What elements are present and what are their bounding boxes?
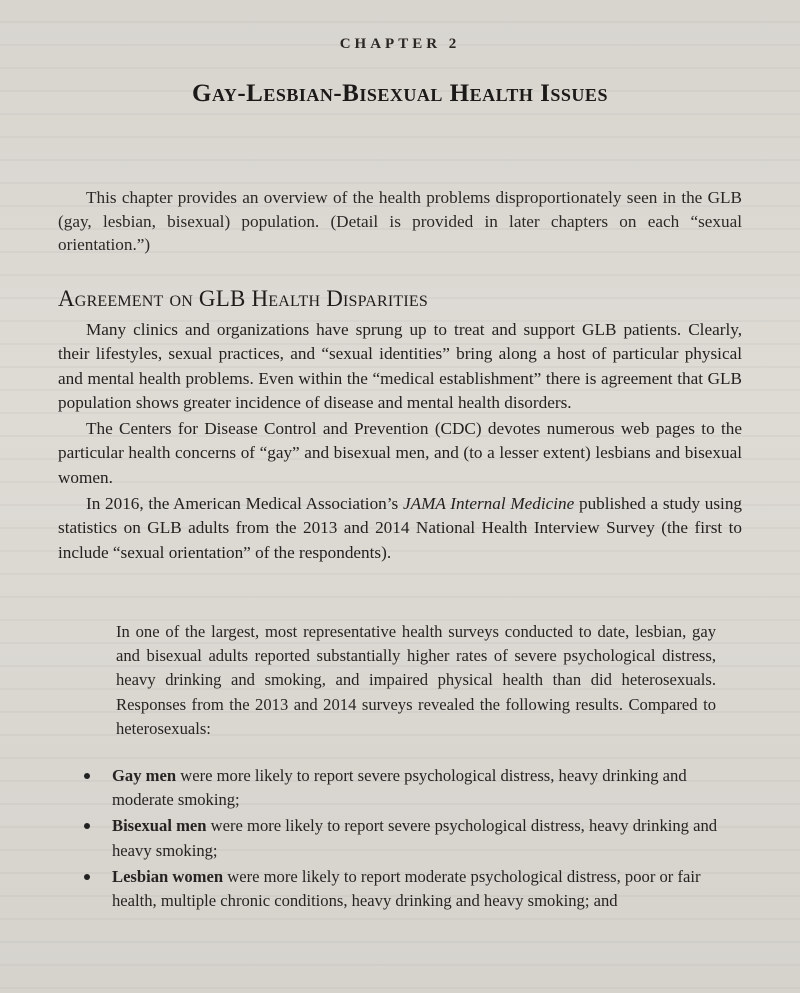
jama-journal-title: JAMA Internal Medicine bbox=[402, 494, 575, 514]
jama-before: In 2016, the American Medical Association’s bbox=[86, 494, 403, 514]
bullet-text: were more likely to report severe psychological distress, heavy drinking and heavy smoking; bbox=[112, 816, 718, 860]
section-heading: Agreement on GLB Health Disparities bbox=[58, 286, 428, 311]
list-item bbox=[84, 814, 724, 862]
chapter-label: CHAPTER 2 bbox=[339, 36, 461, 52]
bullet-lead: Lesbian women bbox=[112, 866, 224, 886]
survey-blockquote: In one of the largest, most representative health surveys conducted to date, lesbian, gay and bisexual adults reported substantially higher rates of severe psychological distress, heavy drinking and smoking, and impaired physical health than did heterosexuals. Responses from the 2013 and 2014 surveys revealed the following results. Compared to heterosexuals: bbox=[116, 622, 716, 738]
bullet-icon bbox=[84, 823, 90, 829]
bullet-lead: Gay men bbox=[112, 766, 177, 785]
chapter-title: Gay-Lesbian-Bisexual Health Issues bbox=[192, 80, 608, 107]
intro-paragraph: This chapter provides an overview of the health problems disproportionately seen in the GLB (gay, lesbian, bisexual) population. (Detail is provided in later chapters on each “sexual orientation.”) bbox=[58, 188, 742, 254]
section-body bbox=[58, 318, 742, 567]
jama-after: published a study using statistics on GLB adults from the 2013 and 2014 National Health Interview Survey (the first to include “sexual orientation” of the respondents). bbox=[58, 494, 743, 562]
bullet-icon bbox=[84, 773, 90, 779]
list-item bbox=[84, 764, 724, 812]
findings-list bbox=[84, 764, 724, 915]
list-item bbox=[84, 865, 724, 913]
paragraph-jama bbox=[58, 492, 742, 565]
bullet-text: were more likely to report moderate psychological distress, poor or fair health, multiple chronic conditions, heavy drinking and heavy smoking; and bbox=[112, 866, 701, 911]
bullet-lead: Bisexual men bbox=[112, 816, 207, 836]
bullet-icon bbox=[84, 874, 90, 880]
paragraph-cdc: The Centers for Disease Control and Prevention (CDC) devotes numerous web pages to the particular health concerns of “gay” and bisexual men, and (to a lesser extent) lesbians and bisexual women. bbox=[58, 419, 742, 487]
paragraph-clinics: Many clinics and organizations have sprung up to treat and support GLB patients. Clearly, their lifestyles, sexual practices, and “sexual identities” bring along a host of particular physical and mental health problems. Even within the “medical establishment” there is agreement that GLB population shows greater incidence of disease and mental health disorders. bbox=[58, 320, 742, 412]
bullet-text: were more likely to report severe psychological distress, heavy drinking and moderate smoking; bbox=[112, 766, 687, 810]
